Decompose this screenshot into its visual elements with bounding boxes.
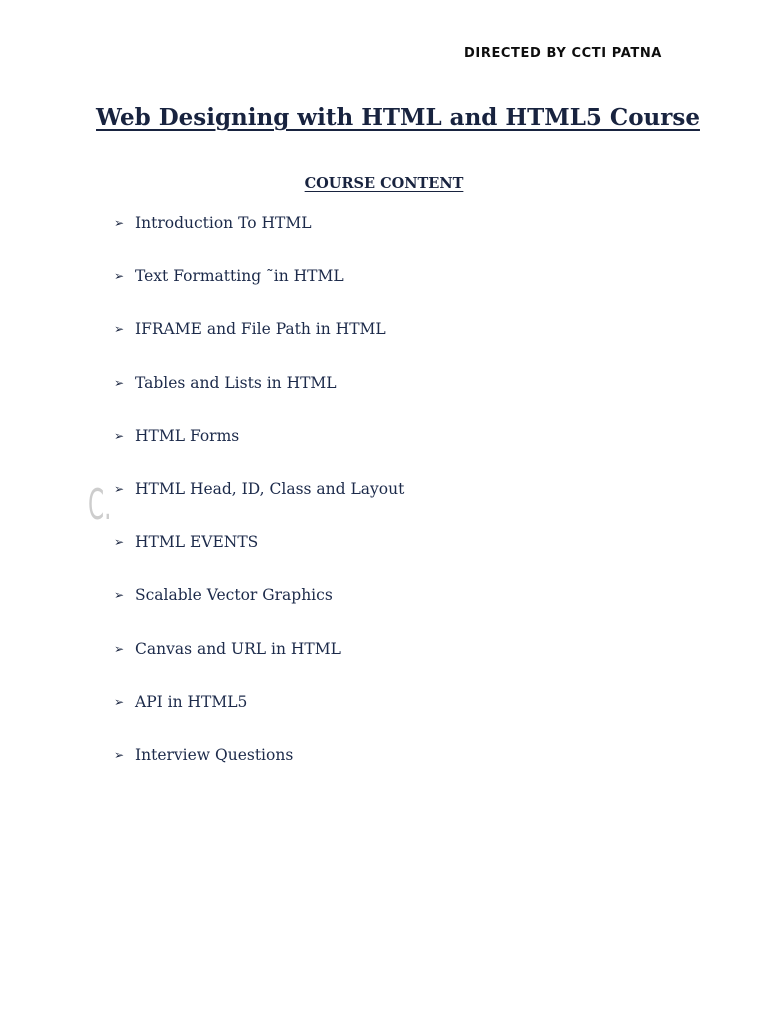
list-item-text: HTML Head, ID, Class and Layout [135, 479, 405, 498]
list-item [114, 691, 404, 744]
directed-by-text: DIRECTED BY CCTI PATNA [464, 46, 662, 61]
document-title [0, 104, 768, 131]
arrow-bullet-icon: ➢ [114, 322, 125, 337]
list-item-text: Interview Questions [135, 745, 294, 764]
list-item-text: Scalable Vector Graphics [135, 586, 333, 605]
list-item [114, 425, 404, 478]
list-item-text: Introduction To HTML [135, 214, 312, 232]
course-content-list [114, 212, 404, 797]
document-title-text: Web Designing with HTML and HTML5 Course [96, 104, 700, 131]
list-item-text: HTML Forms [135, 426, 240, 445]
list-item-text: Tables and Lists in HTML [135, 373, 337, 392]
arrow-bullet-icon: ➢ [114, 375, 125, 390]
list-item [114, 584, 404, 637]
arrow-bullet-icon: ➢ [114, 269, 125, 284]
list-item [114, 318, 404, 371]
list-item [114, 212, 404, 265]
arrow-bullet-icon: ➢ [114, 216, 125, 230]
course-content-heading-text: COURSE CONTENT [304, 175, 464, 192]
arrow-bullet-icon: ➢ [114, 747, 125, 762]
arrow-bullet-icon: ➢ [114, 588, 125, 603]
list-item-text: IFRAME and File Path in HTML [135, 320, 386, 339]
list-item [114, 478, 404, 531]
arrow-bullet-icon: ➢ [114, 481, 125, 496]
list-item [114, 265, 404, 318]
list-item [114, 372, 404, 425]
arrow-bullet-icon: ➢ [114, 694, 125, 709]
arrow-bullet-icon: ➢ [114, 535, 125, 550]
arrow-bullet-icon: ➢ [114, 641, 125, 656]
list-item-text: Canvas and URL in HTML [135, 639, 341, 658]
list-item [114, 531, 404, 584]
watermark: C. [88, 480, 112, 529]
arrow-bullet-icon: ➢ [114, 428, 125, 443]
list-item [114, 744, 404, 797]
course-content-heading [0, 175, 768, 192]
list-item-text: HTML EVENTS [135, 533, 259, 552]
list-item-text: API in HTML5 [135, 692, 248, 711]
list-item [114, 638, 404, 691]
list-item-text: Text Formatting ˜in HTML [135, 267, 344, 286]
